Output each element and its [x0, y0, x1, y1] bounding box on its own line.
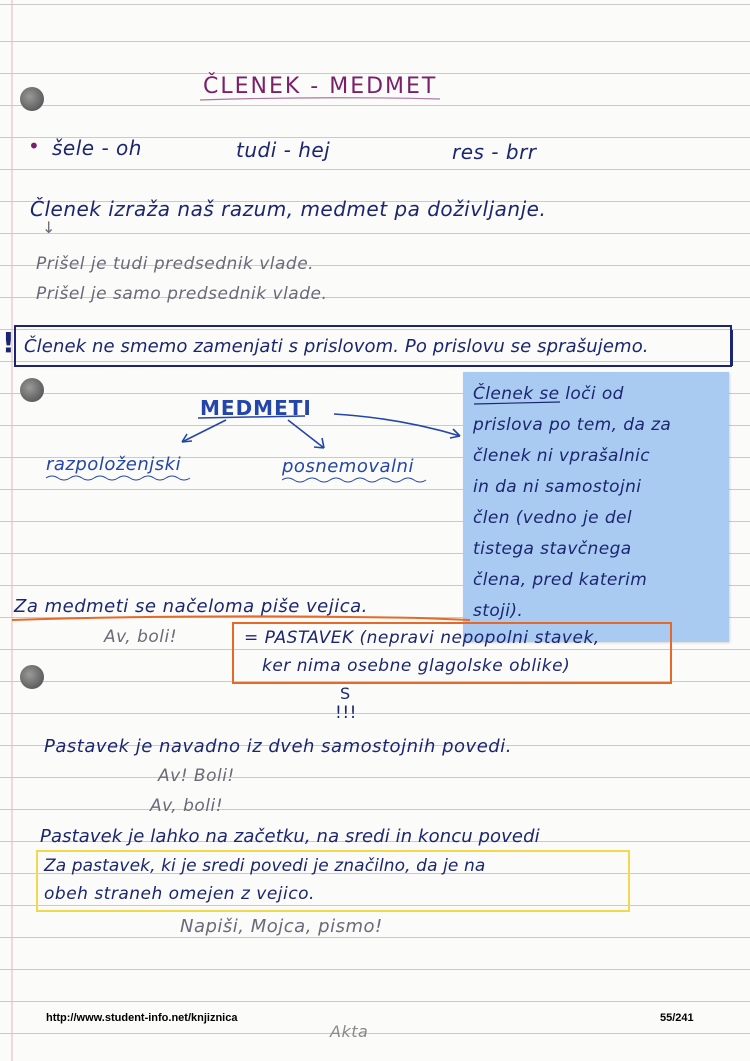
wavy-underline-left	[46, 476, 190, 480]
exclaim-marks: !!!	[335, 703, 357, 723]
example-sentence-2: Prišel je samo predsednik vlade.	[36, 284, 328, 304]
comma-example: Av, boli!	[104, 627, 178, 647]
pastavek-position: Pastavek je lahko na začetku, na sredi in koncu povedi	[40, 826, 540, 847]
title-underline	[200, 98, 440, 100]
arrow-middle-line	[288, 420, 324, 448]
medmeti-underline	[198, 416, 305, 418]
example-pair-2: tudi - hej	[236, 138, 331, 162]
yellow-box-line-2: obeh straneh omejen z vejico.	[44, 884, 315, 904]
yellow-box-line-1: Za pastavek, ki je sredi povedi je značilno, da je na	[44, 856, 486, 876]
final-example: Napiši, Mojca, pismo!	[180, 916, 383, 937]
sticky-line: člena, pred katerim	[473, 570, 648, 590]
arrow-right-line	[334, 414, 460, 436]
wavy-underline-middle	[282, 478, 426, 482]
pastavek-box-line-1: = PASTAVEK (nepravi nepopolni stavek,	[244, 628, 600, 648]
signature-logo: Akta	[330, 1022, 369, 1041]
arrow-left-line	[182, 420, 226, 442]
pastavek-box-line-2: ker nima osebne glagolske oblike)	[262, 656, 571, 676]
footer-url: http://www.student-info.net/knjiznica	[46, 1012, 238, 1024]
footer-page-number: 55/241	[660, 1012, 694, 1024]
pastavek-definition: Pastavek je navadno iz dveh samostojnih povedi.	[44, 736, 512, 757]
sticky-line: prislova po tem, da za	[473, 415, 672, 435]
definition-text: Členek izraža naš razum, medmet pa doživljanje.	[30, 197, 547, 221]
down-arrow-icon: ↓	[42, 218, 56, 237]
sticky-line: členek ni vprašalnic	[473, 446, 651, 466]
sticky-line: tistega stavčnega	[473, 539, 632, 559]
page-title: ČLENEK - MEDMET	[203, 74, 438, 99]
rule-text: Členek ne smemo zamenjati s prislovom. Po prislovu se sprašujemo.	[24, 336, 649, 357]
bullet-dot: •	[28, 134, 41, 158]
exclamation-mark: !	[2, 326, 16, 359]
comma-rule: Za medmeti se načeloma piše vejica.	[14, 596, 368, 617]
example-pair-1: šele - oh	[52, 136, 142, 160]
example-pair-3: res - brr	[452, 140, 537, 164]
medmeti-type-middle: posnemovalni	[282, 456, 414, 477]
example-sentence-1: Prišel je tudi predsednik vlade.	[36, 254, 315, 274]
sticky-line: in da ni samostojni	[473, 477, 642, 497]
comma-rule-underline	[12, 616, 470, 620]
sticky-line: člen (vedno je del	[473, 508, 632, 528]
sticky-line: Členek se loči od	[473, 384, 624, 404]
wave-mark: S	[340, 684, 351, 703]
pastavek-example-1: Av! Boli!	[158, 766, 235, 786]
sticky-line: stoji).	[473, 601, 524, 621]
medmeti-type-left: razpoloženjski	[46, 454, 182, 475]
pastavek-example-2: Av, boli!	[150, 796, 224, 816]
sticky-underline	[474, 402, 560, 404]
medmeti-heading: MEDMETI	[200, 396, 312, 420]
